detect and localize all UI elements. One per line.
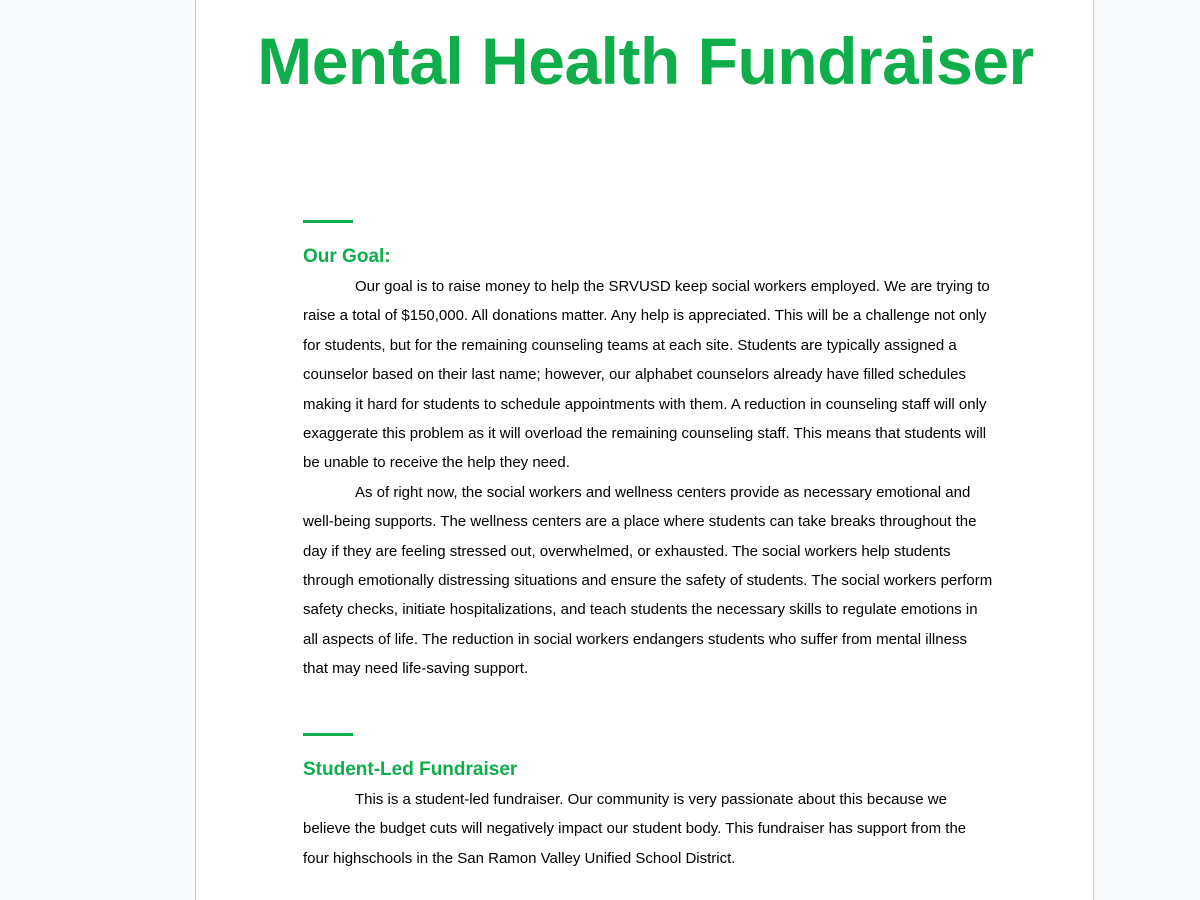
section-divider: [303, 220, 353, 223]
section-paragraph: Our goal is to raise money to help the SRVUSD keep social workers employed. We are trying to raise a total of $150,000. All donations matter. Any help is appreciated. This will be a challenge not only for students, but for the remaining counseling teams at each site. Students are typically assigned a counselor based on their last name; however, our alphabet counselors already have filled schedules making it hard for students to schedule appointments with them. A reduction in counseling staff will only exaggerate this problem as it will overload the remaining counseling staff. This means that students will be unable to receive the help they need.: [303, 278, 990, 472]
section-divider: [303, 733, 353, 736]
section-paragraph: This is a student-led fundraiser. Our community is very passionate about this because we believe the budget cuts will negatively impact our student body. This fundraiser has support from the four highschools in the San Ramon Valley Unified School District.: [303, 791, 967, 867]
document-title: Mental Health Fundraiser: [257, 24, 1034, 98]
document-page: [195, 0, 1094, 900]
section-our-goal: [303, 220, 993, 684]
section-student-led: [303, 733, 993, 873]
section-heading: Our Goal:: [303, 246, 391, 267]
section-heading: Student-Led Fundraiser: [303, 759, 518, 780]
section-paragraph: As of right now, the social workers and wellness centers provide as necessary emotional and well-being supports. The wellness centers are a place where students can take breaks throughout the day if they are feeling stressed out, overwhelmed, or exhausted. The social workers help students through emotionally distressing situations and ensure the safety of students. The social workers perform safety checks, initiate hospitalizations, and teach students the necessary skills to regulate emotions in all aspects of life. The reduction in social workers endangers students who suffer from mental illness that may need life-saving support.: [303, 483, 993, 678]
